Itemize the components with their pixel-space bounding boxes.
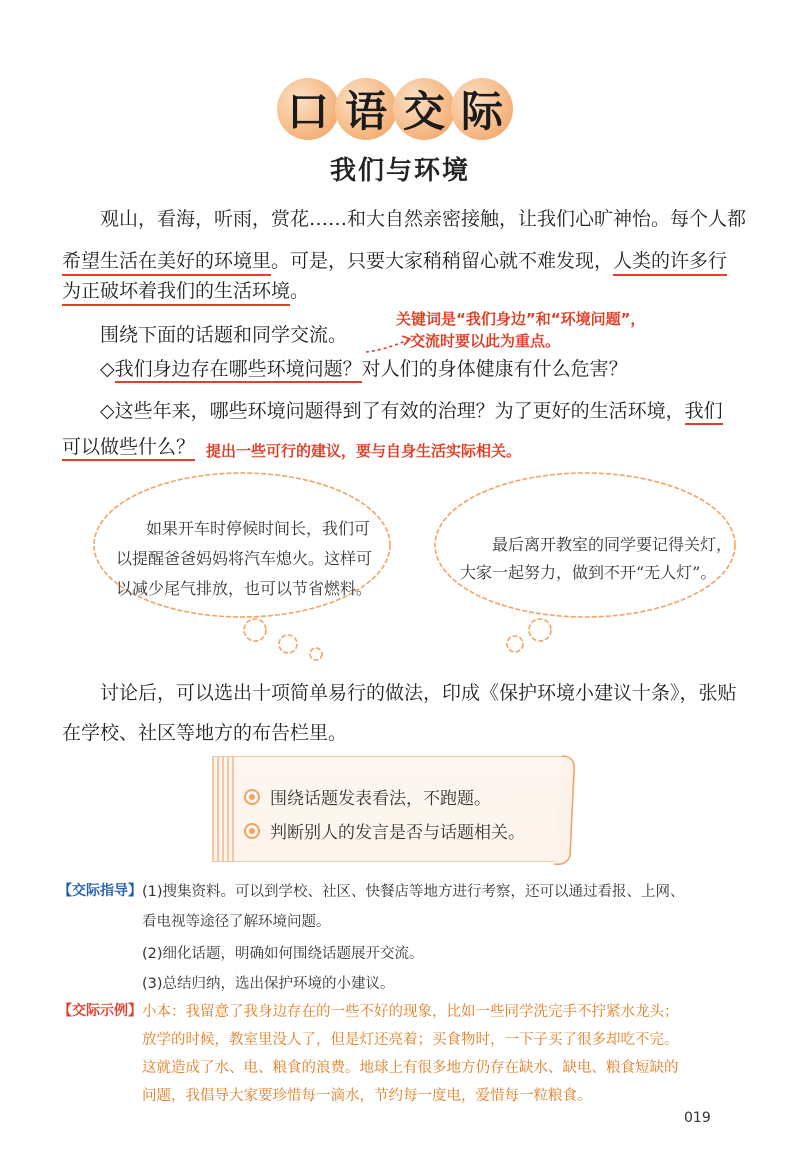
guide-line-2: 看电视等途径了解环境问题。: [142, 914, 331, 930]
bubble-right-line-2: 大家一起努力，做到不开“无人灯”。: [460, 563, 717, 582]
annotation-keywords: 关键词是“我们身边”和“环境问题”，: [396, 310, 646, 328]
question-text: ◇这些年来，哪些环境问题得到了有效的治理？为了更好的生活环境，: [100, 400, 685, 422]
intro-text: 。可是，只要大家稍稍留心就不难发现，: [271, 250, 614, 272]
example-line-2: 放学的时候，教室里没人了，但是灯还亮着；买食物时，一下子买了很多却吃不完。: [142, 1032, 679, 1048]
bubble-right-line-1: 最后离开教室的同学要记得关灯，: [492, 535, 733, 554]
highlight-phrase: 人类的许多行: [613, 250, 727, 276]
highlight-phrase: 我们: [685, 400, 723, 425]
highlight-phrase: 我们身边存在哪些环境问题？: [115, 358, 362, 383]
tip-1: [244, 784, 491, 809]
title-char-4: 际: [451, 78, 513, 140]
scroll-stripes: [212, 756, 234, 862]
page-subtitle: 我们与环境: [329, 156, 470, 186]
highlight-phrase: 为正破坏着我们的生活环境: [62, 280, 290, 306]
example-line-4: 问题，我倡导大家要珍惜每一滴水，节约每一度电，爱惜每一粒粮食。: [142, 1088, 592, 1104]
bubble-left-line-1: 如果开车时停候时间长，我们可: [146, 519, 371, 538]
example-line-3: 这就造成了水、电、粮食的浪费。地球上有很多地方仍存在缺水、缺电、粮食短缺的: [142, 1060, 679, 1076]
intro-line-3: [62, 268, 309, 314]
intro-text: 。: [290, 280, 310, 302]
intro-line-1: 观山，看海，听雨，赏花……和大自然亲密接触，让我们心旷神怡。每个人都: [100, 208, 747, 230]
title-char-3: 交: [393, 78, 455, 140]
title-char-1: 口: [277, 78, 339, 140]
after-line-2: 在学校、社区等地方的布告栏里。: [62, 722, 348, 744]
diamond-bullet: ◇: [100, 358, 115, 380]
bubble-left-line-3: 以减少尾气排放，也可以节省燃料。: [116, 579, 373, 598]
bubble-left-line-2: 以提醒爸爸妈妈将汽车熄火。这样可: [116, 549, 373, 568]
question-1: [100, 346, 628, 392]
topic-lead: 围绕下面的话题和同学交流。: [100, 324, 348, 346]
scroll-curl: [540, 746, 580, 870]
tip-2: [244, 818, 525, 843]
guide-line-4: (3)总结归纳，选出保护环境的小建议。: [142, 976, 395, 992]
circle-bullet-icon: [244, 789, 260, 805]
after-line-1: 讨论后，可以选出十项简单易行的做法，印成《保护环境小建议十条》，张贴: [100, 682, 737, 704]
tip-text: 判断别人的发言是否与话题相关。: [270, 823, 525, 843]
guide-label: 【交际指导】: [58, 883, 142, 899]
title-char-2: 语: [335, 78, 397, 140]
question-2-line-2: [62, 424, 195, 470]
tips-box: [212, 756, 564, 862]
annotation-focus: 交流时要以此为重点。: [410, 332, 561, 350]
example-label: 【交际示例】: [58, 1003, 142, 1019]
circle-bullet-icon: [244, 823, 260, 839]
guide-line-3: (2)细化话题，明确如何围绕话题展开交流。: [142, 946, 424, 962]
highlight-phrase: 希望生活在美好的环境里: [62, 250, 271, 276]
guide-line-1: (1)搜集资料。可以到学校、社区、快餐店等地方进行考察，还可以通过看报、上网、: [142, 884, 685, 900]
page-number: 019: [684, 1110, 711, 1126]
annotation-suggestion: 提出一些可行的建议，要与自身生活实际相关。: [206, 442, 522, 460]
tip-text: 围绕话题发表看法，不跑题。: [270, 789, 491, 809]
highlight-phrase: 可以做些什么？: [62, 436, 195, 461]
example-line-1: 小本：我留意了我身边存在的一些不好的现象，比如一些同学洗完手不拧紧水龙头；: [142, 1004, 679, 1020]
question-text: 对人们的身体健康有什么危害？: [361, 358, 628, 380]
